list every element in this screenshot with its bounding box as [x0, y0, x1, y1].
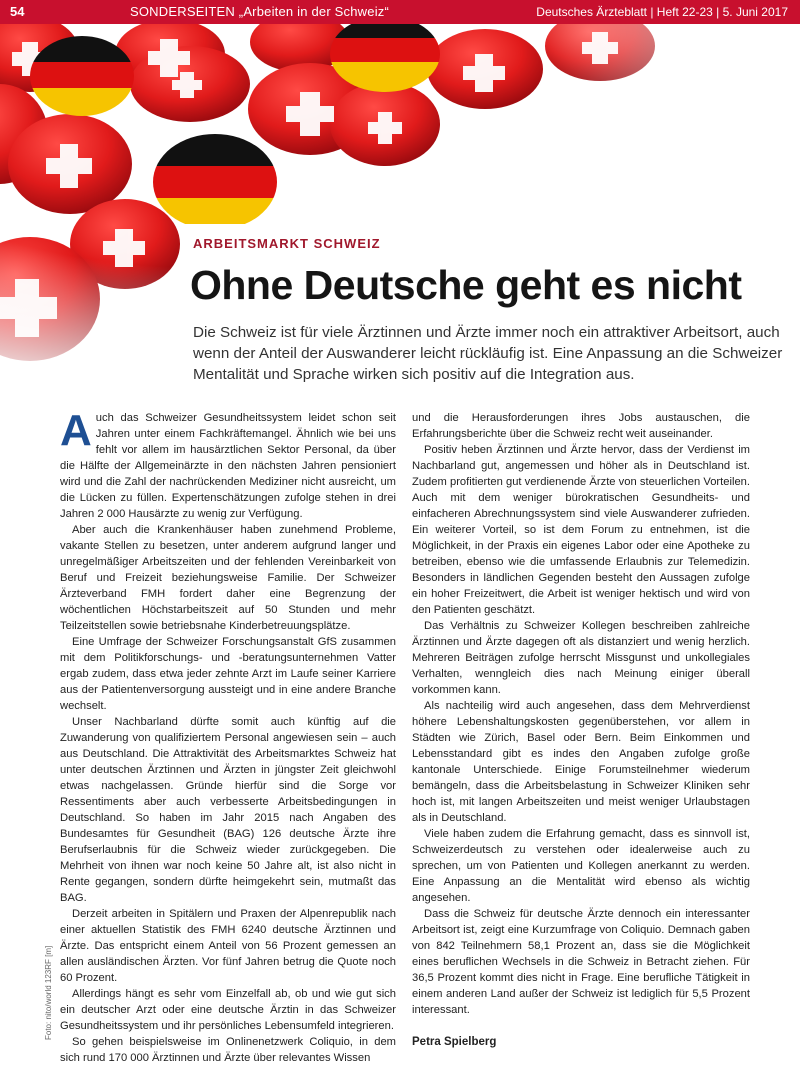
- publication-info: Deutsches Ärzteblatt | Heft 22-23 | 5. Juni 2017: [536, 5, 788, 19]
- paragraph: Positiv heben Ärztinnen und Ärzte hervor, dass der Verdienst im Nachbarland gut, angemessen und höher als in Deutschland ist. Zudem profitierten gut verdienende Ärzte von steuerlichen Vorteilen. Auch mit dem weniger bürokratischen Gesundheits- und einfacheren Abrechnungssystem sind viele Auswanderer zufrieden. Ein weiterer Vorteil, so ist dem Forum zu entnehmen, ist die Möglichkeit, in der Praxis ein eigenes Labor oder eine Apotheke zu betreiben, ebenso wie die umfassende Erlaubnis zur Telemedizin. Besonders in ländlichen Gegenden besteht den Aussagen zufolge ein hoher Freizeitwert, die Arbeit ist weniger hektisch und wird von den Patienten geschätzt.: [412, 444, 750, 616]
- paragraph: Unser Nachbarland dürfte somit auch künftig auf die Zuwanderung von qualifiziertem Personal angewiesen sein – auch aus Deutschland. Die Attraktivität des Arbeitsmarktes Schweiz hat unter deutschen Ärztinnen und Ärzten in jüngster Zeit gleichwohl etwas nachgelassen. Gründe hierfür sind die Sorge vor Ressentiments aber auch verbesserte Arbeitsbedingungen in Deutschland. So haben im Jahr 2015 nach Angaben des Bundesamtes für Gesundheit (BAG) 126 deutsche Ärzte ihre Berufserlaubnis für die Schweiz wieder zurückgegeben. Die Mehrheit von ihnen war noch keine 50 Jahre alt, ist also nicht in Rente gegangen, sondern dürfte heimgekehrt sein, mutmaßt das BAG.: [60, 716, 396, 904]
- photo-credit: Foto: nito/world 123RF [m]: [44, 945, 53, 1040]
- article-kicker: ARBEITSMARKT SCHWEIZ: [193, 236, 381, 251]
- paragraph: So gehen beispielsweise im Onlinenetzwerk Coliquio, in dem sich rund 170 000 Ärztinnen und Ärzte über relevantes Wissen: [60, 1036, 396, 1064]
- paragraph: Allerdings hängt es sehr vom Einzelfall ab, ob und wie gut sich ein deutscher Arzt oder eine deutsche Ärztin in das Schweizer Gesundheitssystem und ihr persönliches Lebensumfeld integrieren.: [60, 988, 396, 1032]
- paragraph: Dass die Schweiz für deutsche Ärzte dennoch ein interessanter Arbeitsort ist, zeigt eine Kurzumfrage von Coliquio. Demnach gaben von 842 Teilnehmern 58,1 Prozent an, dass sie die Möglichkeit eines beruflichen Wechsels in die Schweiz in Betracht ziehen. Für 36,5 Prozent kommt dies nicht in Frage. Eine berufliche Tätigkeit in einem anderen Land außer der Schweiz ist lediglich für 5,5 Prozent interessant.: [412, 908, 750, 1016]
- article-lede: Die Schweiz ist für viele Ärztinnen und Ärzte immer noch ein attraktiver Arbeitsort, auch wenn der Anteil der Auswanderer leicht rückläufig ist. Eine Anpassung an die Schweizer Mentalität und Sprache wirken sich positiv auf die Integration aus.: [193, 324, 783, 383]
- paragraph: Das Verhältnis zu Schweizer Kollegen beschreiben zahlreiche Ärztinnen und Ärzte dagegen oft als distanziert und wenig herzlich. Mehreren Beiträgen zufolge herrscht Missgunst und unkollegiales Verhalten, wenngleich dies nach Meinung einiger überall vorkommen kann.: [412, 620, 750, 696]
- paragraph: Derzeit arbeiten in Spitälern und Praxen der Alpenrepublik nach einer aktuellen Statistik des FMH 6240 deutsche Ärztinnen und Ärzte. Das entspricht einem Anteil von 56 Prozent gemessen an allen ausländischen Ärzten. Vor fünf Jahren betrug die Quote noch 60 Prozent.: [60, 908, 396, 984]
- article-headline: Ohne Deutsche geht es nicht: [190, 262, 742, 308]
- drop-cap: A: [60, 406, 92, 455]
- paragraph: Aber auch die Krankenhäuser haben zunehmend Probleme, vakante Stellen zu besetzen, unter anderem aufgrund langer und unregelmäßiger Arbeitszeiten und der fehlenden Vereinbarkeit von Beruf und Freizeit beziehungsweise Familie. Der Schweizer Ärzteverband FMH fordert daher eine Begrenzung der wöchentlichen Höchstarbeitszeit auf 50 Stunden und mehr Teilzeitstellen sowie betriebsnahe Kinderbetreuungsplätze.: [60, 524, 396, 632]
- article-column-right: [412, 410, 750, 1050]
- author-byline: Petra Spielberg: [412, 1036, 497, 1048]
- paragraph: Als nachteilig wird auch angesehen, dass dem Mehrverdienst höhere Lebenshaltungskosten gegenüberstehen, vor allem in Städten wie Zürich, Basel oder Bern. Beim Einkommen und Lebensstandard gibt es indes den Angaben zufolge große kantonale Unterschiede. Einige Forumsteilnehmer wiederum bemängeln, dass die Arbeitsbelastung in Schweizer Kliniken sehr hoch ist, mit langen Arbeitszeiten und meist weniger Urlaubstagen als in Deutschland.: [412, 700, 750, 824]
- paragraph: Eine Umfrage der Schweizer Forschungsanstalt GfS zusammen mit dem Politikforschungs- und -beratungsunternehmen Vatter ergab zudem, dass etwa jeder zehnte Arzt im Laufe seiner Karriere aus der Patientenversorgung aussteigt und in eine andere Branche wechselt.: [60, 636, 396, 712]
- paragraph: Viele haben zudem die Erfahrung gemacht, dass es sinnvoll ist, Schweizerdeutsch zu verstehen oder idealerweise auch zu sprechen, um von Patienten und Kollegen anerkannt zu werden. Eine Anpassung an die Mentalität wird ebenso als wichtig angesehen.: [412, 828, 750, 904]
- first-paragraph: [60, 406, 396, 522]
- section-title: SONDERSEITEN „Arbeiten in der Schweiz“: [130, 4, 390, 19]
- page-number: 54: [10, 4, 25, 19]
- article-column-left: [60, 406, 396, 1066]
- paragraph-continued: und die Herausforderungen ihres Jobs austauschen, die Erfahrungsberichte über die Schweiz recht weit auseinander.: [412, 412, 750, 440]
- first-paragraph-text: uch das Schweizer Gesundheitssystem leidet schon seit Jahren unter einem Fachkräftemangel. Ähnlich wie bei uns fehlt vor allem im hausärztlichen Sektor Personal, da über die Hälfte der Allgemeinärzte in den nächsten Jahren pensioniert wird und die Zahl der nachrückenden Mediziner nicht ausreicht, um die Lücken zu füllen. Expertenschätzungen zufolge stehen in drei Jahren 2 000 Hausärzte zu wenig zur Verfügung.: [60, 412, 396, 520]
- page-header-bar: [0, 0, 800, 24]
